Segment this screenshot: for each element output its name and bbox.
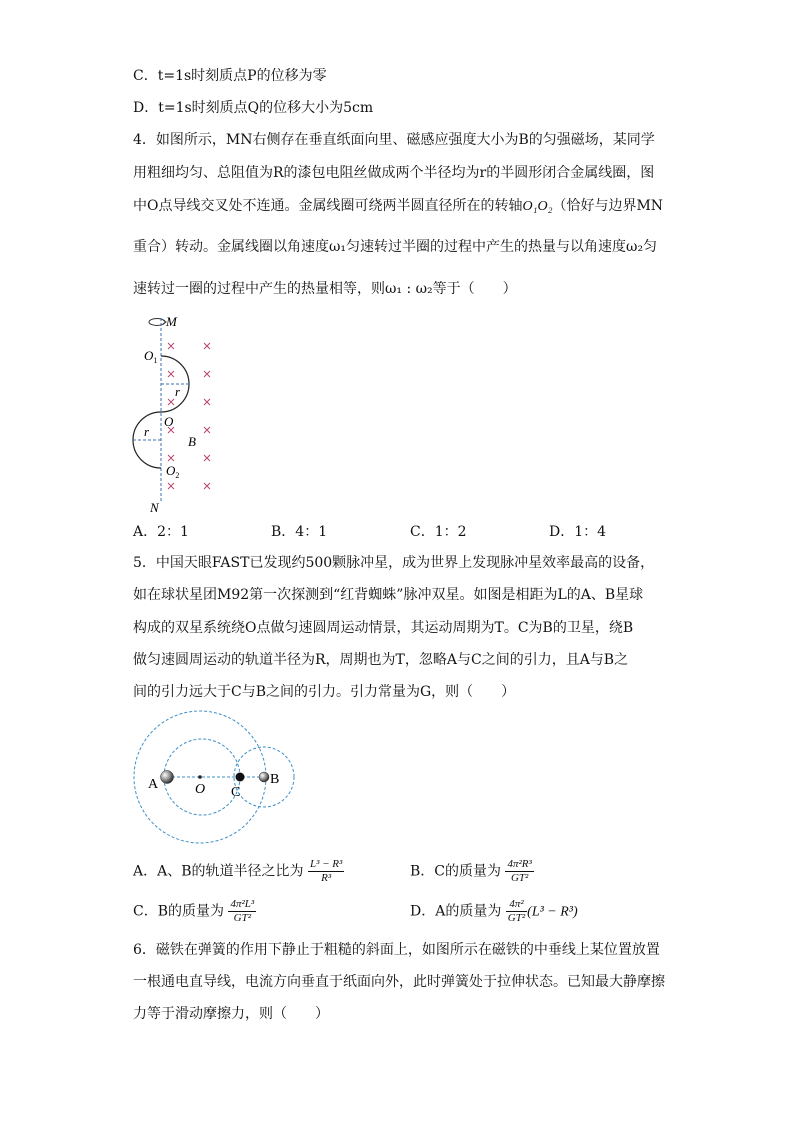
q5-option-a-text: A．A、B的轨道半径之比为 [133,863,304,880]
q4-option-a: A．2：1 [133,524,189,540]
label-a: A [148,777,159,792]
q5-line-3: 构成的双星系统绕O点做匀速圆周运动情景，其运动周期为T。C为B的卫星，绕B [133,620,634,636]
q5-option-c-text: C．B的质量为 [133,903,224,920]
q6-line-1: 6．磁铁在弹簧的作用下静止于粗糙的斜面上，如图所示在磁铁的中垂线上某位置放置 [133,942,660,958]
label-o2: $O_2$ [166,463,180,480]
label-r-upper: r [175,384,181,399]
lower-semicircle [133,412,161,468]
q5-option-d-fraction: $\frac{\text{4π²}}{\text{GT²}}$ [507,898,526,924]
label-o1: $O_1$ [144,348,158,365]
q5-option-b-text: B．C的质量为 [410,863,501,880]
q5-option-c-fraction: $\frac{\text{4π²L³}}{\text{GT²}}$ [230,898,255,924]
label-b: B [188,434,196,449]
label-r-lower: r [144,424,150,439]
q5-option-a [133,858,344,885]
label-o: O [195,782,206,797]
q5-option-b [410,858,534,885]
q5-option-d-text: D．A的质量为 [410,903,502,920]
q5-option-c [133,898,256,925]
q4-figure [128,308,238,518]
q4-option-b: B．4：1 [271,524,328,540]
q4-option-c: C．1：2 [410,524,467,540]
q3-option-d: D．t=1s时刻质点Q的位移大小为5cm [133,100,374,116]
q5-line-5: 间的引力远大于C与B之间的引力。引力常量为G，则（ ） [133,684,516,700]
q6-line-2: 一根通电直导线，电流方向垂直于纸面向外，此时弹簧处于拉伸状态。已知最大静摩擦 [133,974,665,990]
label-n: N [150,500,159,515]
label-m: M [166,314,177,329]
label-c: C [231,785,241,800]
q4-line-3c: （恰好与边界MN [552,198,664,214]
q4-line-2: 用粗细均匀、总阻值为R的漆包电阻丝做成两个半径均为r的半圆形闭合金属线圈，图 [133,165,655,181]
q5-option-a-fraction: $\frac{\text{L³ − R³}}{\text{R³}}$ [309,858,343,884]
q5-line-2: 如在球状星团M92第一次探测到“红背蜘蛛”脉冲双星。如图是相距为L的A、B星球 [133,587,644,603]
point-o [198,775,202,779]
q5-option-d [410,898,578,925]
label-b: B [270,772,280,787]
q4-line-3a: 中O点导线交叉处不连通。金属线圈可绕两半圆直径所在的转轴 [133,198,523,214]
q4-option-d: D．1：4 [549,524,607,540]
q4-line-4: 重合）转动。金属线圈以角速度ω₁匀速转过半圈的过程中产生的热量与以角速度ω₂匀 [133,239,658,255]
q4-line-5: 速转过一圈的过程中产生的热量相等，则ω₁ : ω₂等于（ ） [133,281,517,297]
satellite-c [236,773,245,782]
rotation-arrow-icon [149,319,165,326]
q4-line-1: 4．如图所示，MN右侧存在垂直纸面向里、磁感应强度大小为B的匀强磁场，某同学 [133,132,655,148]
q4-line-3 [133,196,663,217]
q5-line-1: 5．中国天眼FAST已发现约500颗脉冲星，成为世界上发现脉冲星效率最高的设备， [133,555,655,571]
star-b [259,772,269,782]
q4-axis-label: O₁O₂ [522,199,553,214]
q5-option-d-tail: (L³ − R³) [527,904,578,920]
label-o: O [164,414,174,429]
q5-figure [130,710,305,850]
q5-option-b-fraction: $\frac{\text{4π²R³}}{\text{GT²}}$ [507,858,532,884]
q5-line-4: 做匀速圆周运动的轨道半径为R，周期也为T，忽略A与C之间的引力，且A与B之 [133,652,629,668]
star-a [161,771,174,784]
q6-line-3: 力等于滑动摩擦力，则（ ） [133,1006,329,1022]
q3-option-c: C．t=1s时刻质点P的位移为零 [133,68,327,84]
